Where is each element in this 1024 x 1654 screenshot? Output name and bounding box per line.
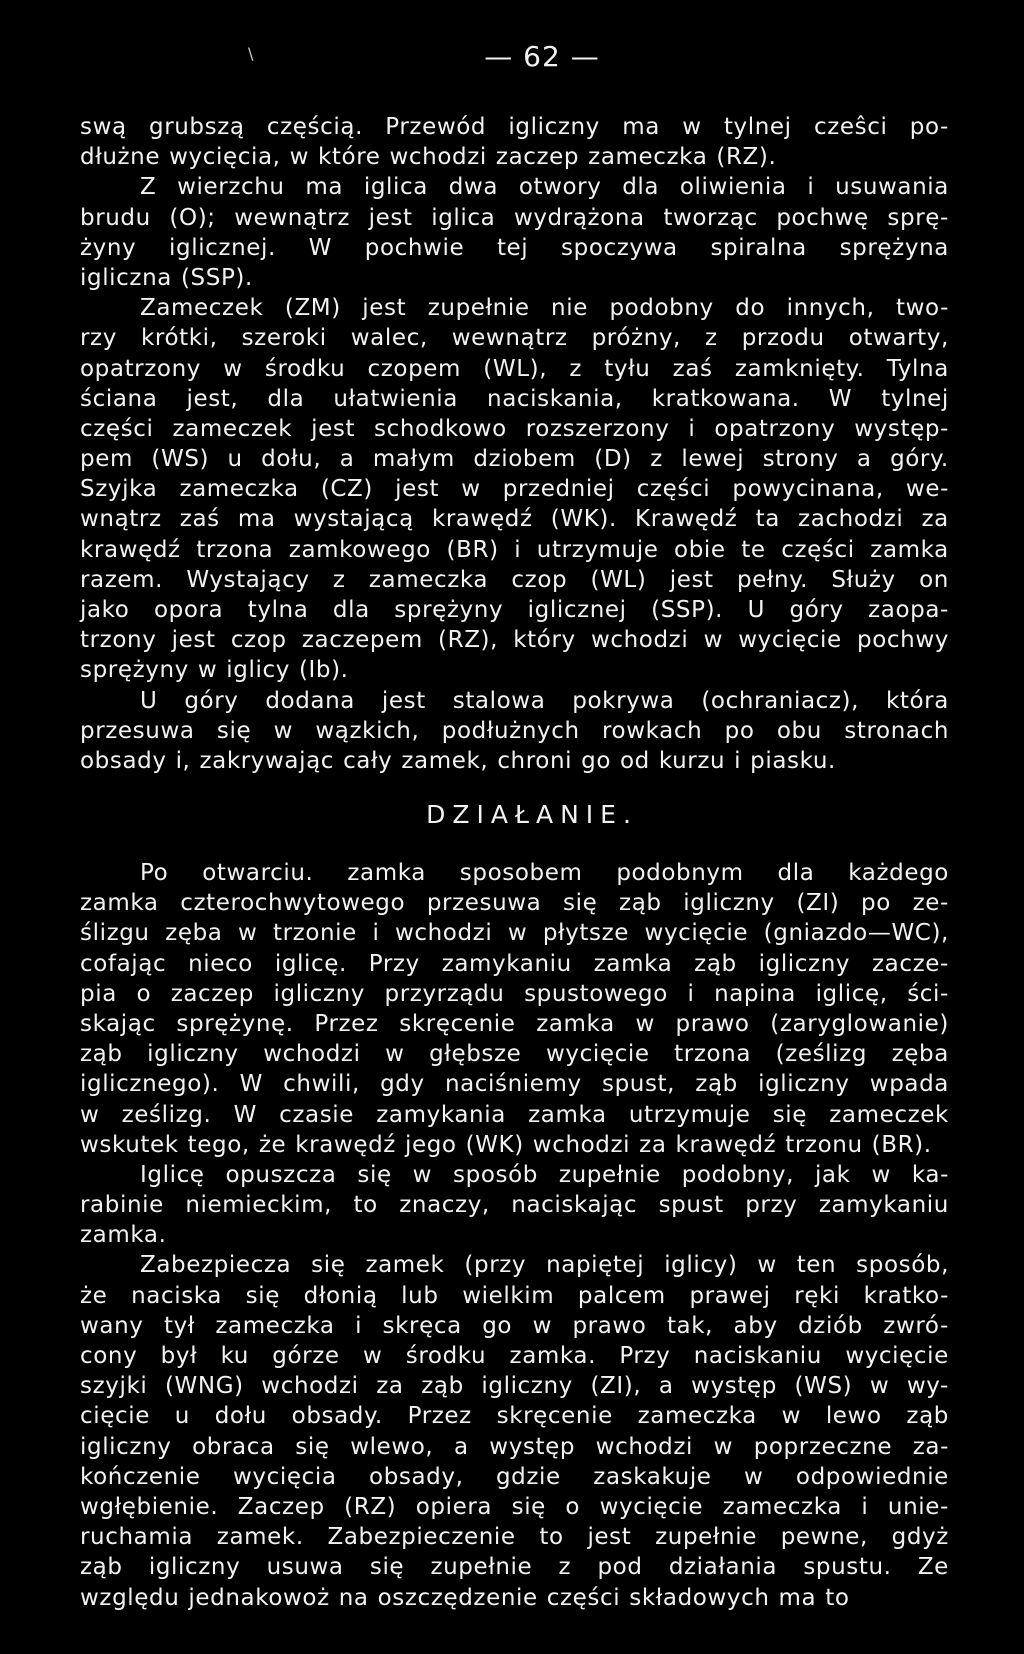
text-line: skając sprężynę. Przez skręcenie zamka w prawo (zaryglowanie) bbox=[80, 1010, 949, 1037]
text-line: sprężyny w iglicy (Ib). bbox=[80, 657, 349, 684]
text-line: U góry dodana jest stalowa pokrywa (ochraniacz), która bbox=[140, 687, 949, 714]
text-line: ząb igliczny wchodzi w głębsze wycięcie trzona (ześlizg zęba bbox=[80, 1041, 949, 1068]
text-line: Po otwarciu. zamka sposobem podobnym dla każdego bbox=[140, 860, 949, 886]
text-line: wgłębienie. Zaczep (RZ) opiera się o wycięcie zameczka i unie- bbox=[80, 1493, 949, 1520]
text-line: Zabezpiecza się zamek (przy napiętej iglicy) w ten sposób, bbox=[140, 1252, 949, 1279]
page-number: — 62 — bbox=[484, 40, 600, 73]
text-line: względu jednakowoż na oszczędzenie części składowych ma to bbox=[80, 1584, 850, 1611]
section-heading: DZIAŁANIE. bbox=[426, 800, 638, 829]
text-line: dłużne wycięcia, w które wchodzi zaczep zameczka (RZ). bbox=[80, 144, 777, 171]
text-line: pem (WS) u dołu, a małym dziobem (D) z lewej strony a góry. bbox=[80, 446, 949, 473]
stray-mark: \ bbox=[248, 44, 254, 63]
text-line: wany tył zameczka i skręca go w prawo tak, aby dziób zwró- bbox=[80, 1312, 949, 1339]
text-line: igliczny obraca się wlewo, a występ wchodzi w poprzeczne za- bbox=[80, 1433, 949, 1460]
text-line: Iglicę opuszcza się w sposób zupełnie podobny, jak w ka- bbox=[140, 1161, 949, 1188]
text-line: razem. Wystający z zameczka czop (WL) jest pełny. Służy on bbox=[80, 566, 949, 593]
text-line: wnątrz zaś ma wystającą krawędź (WK). Krawędź ta zachodzi za bbox=[80, 506, 949, 533]
text-line: krawędź trzona zamkowego (BR) i utrzymuje obie te części zamka bbox=[80, 536, 949, 563]
text-line: Zameczek (ZM) jest zupełnie nie podobny do innych, two- bbox=[140, 295, 949, 322]
text-line: kończenie wycięcia obsady, gdzie zaskakuje w odpowiednie bbox=[80, 1463, 949, 1490]
text-line: przesuwa się w wązkich, podłużnych rowkach po obu stronach bbox=[80, 717, 949, 744]
text-line: trzony jest czop zaczepem (RZ), który wchodzi w wycięcie pochwy bbox=[80, 627, 949, 654]
text-line: cofając nieco iglicę. Przy zamykaniu zamka ząb igliczny zacze- bbox=[80, 950, 949, 977]
text-line: ruchamia zamek. Zabezpieczenie to jest zupełnie pewne, gdyż bbox=[80, 1524, 949, 1551]
text-line: żyny iglicznej. W pochwie tej spoczywa spiralna sprężyna bbox=[80, 234, 949, 261]
text-block-operation bbox=[80, 858, 949, 1613]
text-line: swą grubszą częścią. Przewód igliczny ma w tylnej czeŝci po- bbox=[80, 114, 949, 140]
text-line: iglicznego). W chwili, gdy naciśniemy spust, ząb igliczny wpada bbox=[80, 1071, 949, 1098]
text-line: zamka. bbox=[80, 1222, 167, 1249]
text-line: brudu (O); wewnątrz jest iglica wydrążona tworząc pochwę sprę- bbox=[80, 204, 949, 231]
text-line: Z wierzchu ma iglica dwa otwory dla oliwienia i usuwania bbox=[140, 174, 949, 201]
text-line: części zameczek jest schodkowo rozszerzony i opatrzony występ- bbox=[80, 415, 949, 442]
text-line: jako opora tylna dla sprężyny iglicznej (SSP). U góry zaopa- bbox=[80, 597, 949, 623]
text-line: że naciska się dłonią lub wielkim palcem prawej ręki kratko- bbox=[80, 1282, 949, 1309]
text-line: w ześlizg. W czasie zamykania zamka utrzymuje się zameczek bbox=[80, 1101, 949, 1128]
text-line: Szyjka zameczka (CZ) jest w przedniej części powycinana, we- bbox=[80, 476, 949, 503]
text-line: ząb igliczny usuwa się zupełnie z pod działania spustu. Ze bbox=[80, 1554, 949, 1581]
text-line: rzy krótki, szeroki walec, wewnątrz próżny, z przodu otwarty, bbox=[80, 325, 949, 352]
text-line: ślizgu zęba w trzonie i wchodzi w płytsze wycięcie (gniazdo—WC), bbox=[80, 920, 949, 947]
text-line: cony był ku górze w środku zamka. Przy naciskaniu wycięcie bbox=[80, 1343, 949, 1369]
text-block-construction bbox=[80, 112, 949, 776]
text-line: ściana jest, dla ułatwienia naciskania, kratkowana. W tylnej bbox=[80, 385, 949, 412]
text-line: opatrzony w środku czopem (WL), z tyłu zaś zamknięty. Tylna bbox=[80, 355, 949, 382]
text-line: wskutek tego, że krawędź jego (WK) wchodzi za krawędź trzonu (BR). bbox=[80, 1131, 932, 1158]
text-line: obsady i, zakrywając cały zamek, chroni go od kurzu i piasku. bbox=[80, 747, 836, 774]
text-line: pia o zaczep igliczny przyrządu spustowego i napina iglicę, ści- bbox=[80, 980, 949, 1007]
text-line: szyjki (WNG) wchodzi za ząb igliczny (ZI), a występ (WS) w wy- bbox=[80, 1373, 949, 1400]
text-line: zamka czterochwytowego przesuwa się ząb igliczny (ZI) po ze- bbox=[80, 890, 949, 917]
text-line: rabinie niemieckim, to znaczy, naciskając spust przy zamykaniu bbox=[80, 1192, 949, 1219]
text-line: cięcie u dołu obsady. Przez skręcenie zameczka w lewo ząb bbox=[80, 1403, 949, 1430]
text-line: iglicznа (SSP). bbox=[80, 264, 253, 291]
